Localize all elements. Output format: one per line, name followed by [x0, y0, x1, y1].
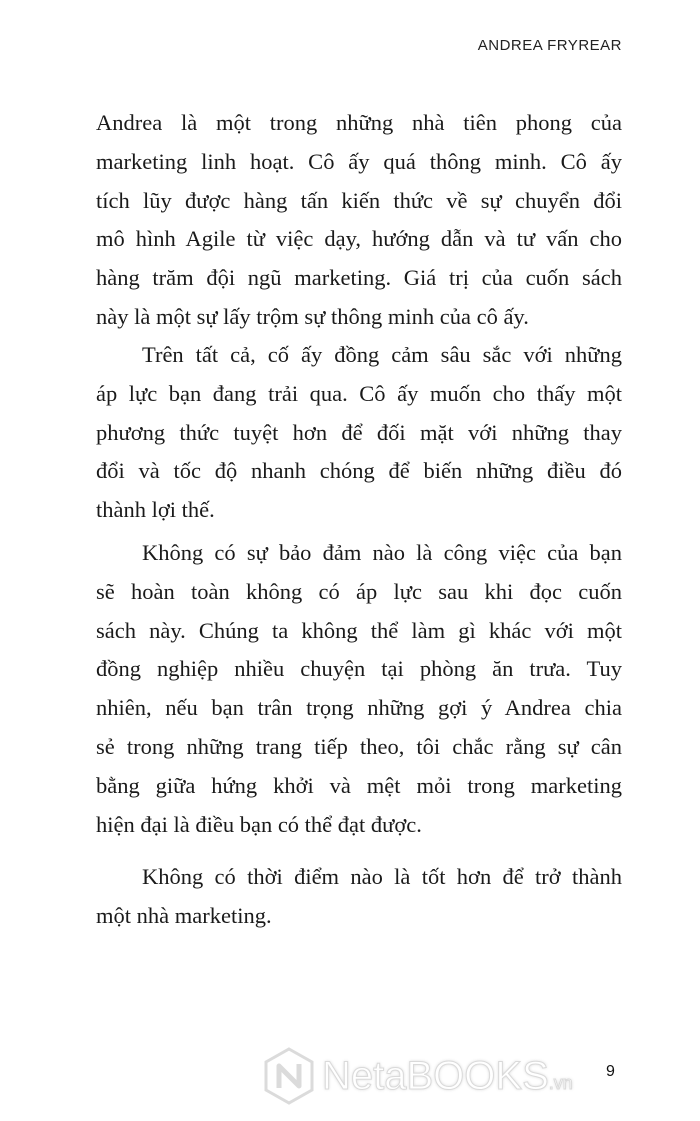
paragraph-2 [96, 336, 622, 530]
text-line: Trên tất cả, cố ấy đồng cảm sâu sắc với những [142, 342, 622, 367]
text-line: thành lợi thế. [96, 497, 215, 523]
text-line: sách này. Chúng ta không thể làm gì khác với một [96, 617, 622, 643]
netabooks-logo-icon [262, 1046, 316, 1106]
text-line: Không có thời điểm nào là tốt hơn để trở thành [142, 864, 622, 889]
text-line: này là một sự lấy trộm sự thông minh của cô ấy. [96, 303, 529, 329]
paragraph-3 [96, 534, 622, 844]
text-line: Andrea là một trong những nhà tiên phong của [96, 110, 622, 135]
text-line: Không có sự bảo đảm nào là công việc của bạn [142, 540, 622, 565]
text-line: hàng trăm đội ngũ marketing. Giá trị của cuốn sách [96, 265, 622, 291]
text-line: sẽ hoàn toàn không có áp lực sau khi đọc cuốn [96, 578, 622, 604]
text-line: một nhà marketing. [96, 902, 272, 928]
watermark-suffix: .vn [548, 1072, 573, 1093]
text-line: đổi và tốc độ nhanh chóng để biến những điều đó [96, 458, 622, 484]
text-line: mô hình Agile từ việc dạy, hướng dẫn và tư vấn cho [96, 226, 622, 252]
paragraph-4 [96, 858, 622, 936]
text-line: áp lực bạn đang trải qua. Cô ấy muốn cho thấy một [96, 380, 622, 406]
paragraph-1 [96, 104, 622, 337]
text-line: hiện đại là điều bạn có thể đạt được. [96, 811, 422, 837]
text-line: đồng nghiệp nhiều chuyện tại phòng ăn trưa. Tuy [96, 656, 622, 682]
netabooks-watermark [262, 1046, 573, 1106]
text-line: bằng giữa hứng khởi và mệt mỏi trong marketing [96, 772, 622, 798]
text-line: sẻ trong những trang tiếp theo, tôi chắc rằng sự cân [96, 733, 622, 759]
watermark-text [322, 1054, 573, 1099]
watermark-brand: NetaBOOKS [322, 1053, 549, 1098]
text-line: marketing linh hoạt. Cô ấy quá thông minh. Cô ấy [96, 148, 622, 174]
text-line: tích lũy được hàng tấn kiến thức về sự chuyển đổi [96, 187, 622, 213]
page-number: 9 [606, 1063, 615, 1080]
running-header: ANDREA FRYREAR [477, 37, 622, 54]
text-line: nhiên, nếu bạn trân trọng những gợi ý Andrea chia [96, 695, 622, 721]
text-line: phương thức tuyệt hơn để đối mặt với những thay [96, 419, 622, 445]
